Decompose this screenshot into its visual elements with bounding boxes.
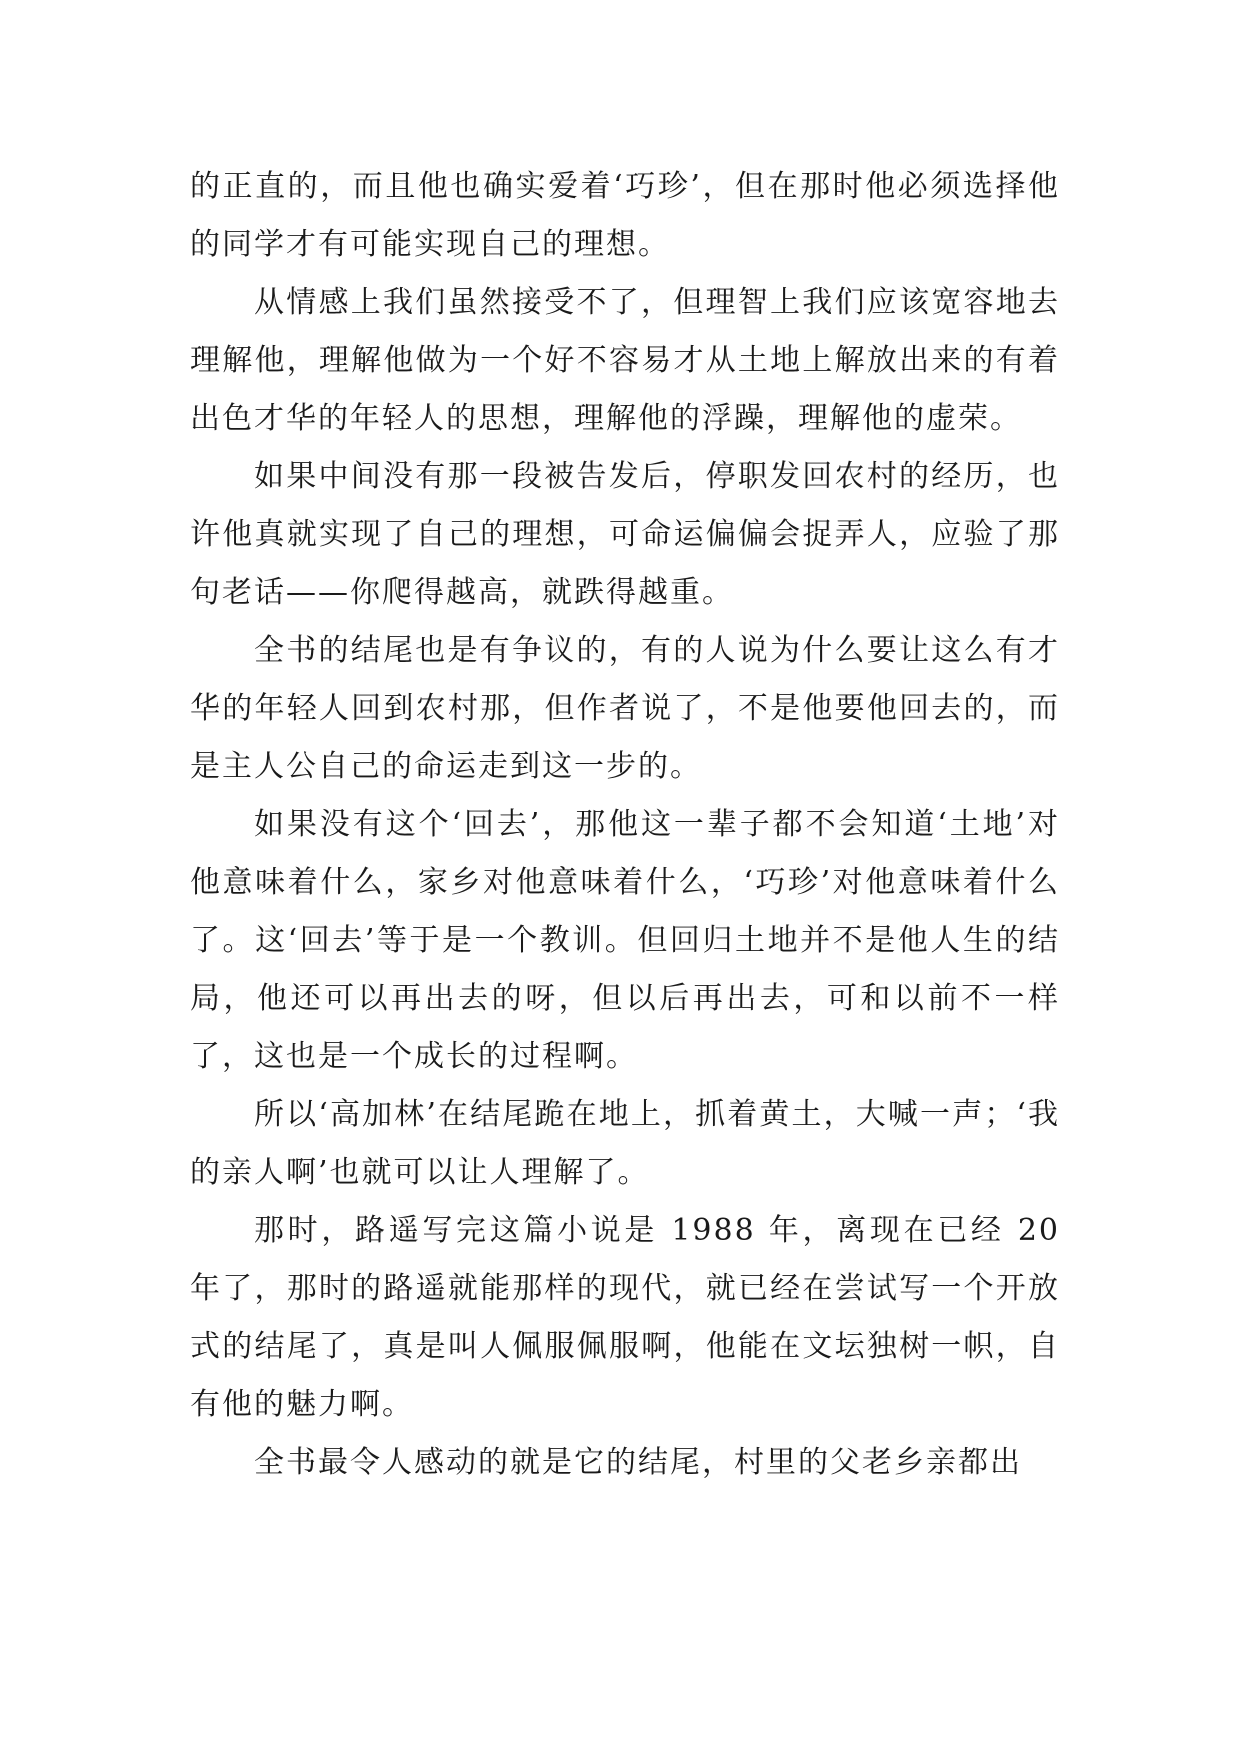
paragraph-4: 全书的结尾也是有争议的，有的人说为什么要让这么有才华的年轻人回到农村那，但作者说了，不是他要他回去的，而是主人公自己的命运走到这一步的。	[190, 633, 1060, 784]
paragraph-6: 所以‘高加林’在结尾跪在地上，抓着黄土，大喊一声；‘我的亲人啊’也就可以让人理解了。	[190, 1097, 1060, 1190]
paragraph-2: 从情感上我们虽然接受不了，但理智上我们应该宽容地去理解他，理解他做为一个好不容易才从土地上解放出来的有着出色才华的年轻人的思想，理解他的浮躁，理解他的虚荣。	[190, 285, 1060, 436]
paragraph-5: 如果没有这个‘回去’，那他这一辈子都不会知道‘土地’对他意味着什么，家乡对他意味着什么，‘巧珍’对他意味着什么了。这‘回去’等于是一个教训。但回归土地并不是他人生的结局，他还可以再出去的呀，但以后再出去，可和以前不一样了，这也是一个成长的过程啊。	[190, 807, 1060, 1074]
paragraph-1: 的正直的，而且他也确实爱着‘巧珍’，但在那时他必须选择他的同学才有可能实现自己的理想。	[190, 169, 1060, 262]
paragraph-7: 那时，路遥写完这篇小说是 1988 年，离现在已经 20 年了，那时的路遥就能那样的现代，就已经在尝试写一个开放式的结尾了，真是叫人佩服佩服啊，他能在文坛独树一帜，自有他的魅力啊。	[190, 1213, 1060, 1422]
body-text	[190, 158, 1060, 1492]
paragraph-8: 全书最令人感动的就是它的结尾，村里的父老乡亲都出	[254, 1445, 1022, 1480]
paragraph-3: 如果中间没有那一段被告发后，停职发回农村的经历，也许他真就实现了自己的理想，可命运偏偏会捉弄人，应验了那句老话——你爬得越高，就跌得越重。	[190, 459, 1060, 610]
